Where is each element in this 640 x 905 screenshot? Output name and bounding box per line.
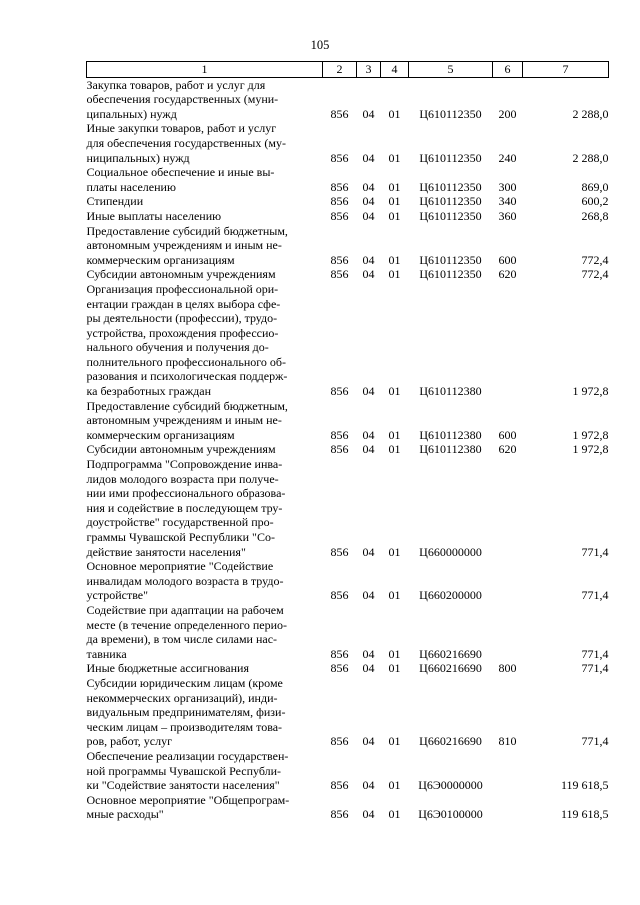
subsection-code: 01 [388, 544, 401, 559]
main-administrator-code: 856 [330, 208, 349, 223]
row-description [87, 121, 323, 165]
page-number: 105 [310, 38, 330, 52]
main-administrator-code: 856 [330, 544, 349, 559]
target-item-code: Ц6Э0000000 [418, 778, 483, 793]
section-code: 04 [362, 544, 375, 559]
row-description [87, 749, 323, 793]
description-line: Основное мероприятие "Содействие [86, 559, 274, 574]
description-line: ной программы Чувашской Республи- [86, 763, 282, 778]
expense-type-code: 240 [498, 150, 517, 165]
amount: 119 618,5 [560, 778, 609, 793]
subsection-code: 01 [388, 442, 401, 457]
description-line: Содействие при адаптации на рабочем [86, 602, 284, 617]
row-description [87, 77, 323, 121]
column-header-5: 5 [409, 62, 493, 78]
target-item-code: Ц660216690 [419, 734, 482, 749]
main-administrator-code: 856 [330, 106, 349, 121]
target-item-code: Ц6Э0100000 [418, 807, 483, 822]
main-administrator-code: 856 [330, 150, 349, 165]
section-code: 04 [362, 588, 375, 603]
section-code: 04 [362, 427, 375, 442]
description-line: действие занятости населения" [86, 544, 246, 559]
description-line: Субсидии автономным учреждениям [86, 267, 276, 282]
main-administrator-code: 856 [330, 427, 349, 442]
description-line: ры деятельности (профессии), трудо- [86, 311, 278, 326]
expense-type-code [493, 603, 523, 661]
table-row [87, 603, 609, 661]
row-description [87, 209, 323, 224]
section-code: 04 [362, 194, 375, 209]
section-code: 04 [362, 179, 375, 194]
subsection-code: 01 [388, 807, 401, 822]
table-row [87, 661, 609, 676]
subsection-code: 01 [388, 384, 401, 399]
row-description [87, 559, 323, 603]
description-line: нии ими профессионального образова- [86, 486, 286, 501]
table-row [87, 442, 609, 457]
subsection-code: 01 [388, 252, 401, 267]
target-item-code: Ц610112350 [419, 106, 482, 121]
description-line: полнительного профессионального об- [86, 354, 287, 369]
section-code: 04 [362, 106, 375, 121]
section-code: 04 [362, 252, 375, 267]
description-line: ров, работ, услуг [86, 734, 173, 749]
column-header-7: 7 [523, 62, 609, 78]
description-line: Предоставление субсидий бюджетным, [86, 223, 288, 238]
amount: 2 288,0 [572, 106, 609, 121]
main-administrator-code: 856 [330, 179, 349, 194]
description-line: Субсидии автономным учреждениям [86, 442, 276, 457]
row-description [87, 457, 323, 559]
description-line: ентации граждан в целях выбора сфе- [86, 296, 281, 311]
description-line: Предоставление субсидий бюджетным, [86, 398, 288, 413]
amount: 771,4 [581, 734, 609, 749]
section-code: 04 [362, 208, 375, 223]
description-line: видуальным предпринимателям, физи- [86, 705, 286, 720]
description-line: устройства, прохождения профессио- [86, 325, 279, 340]
description-line: тавника [86, 646, 127, 661]
table-row [87, 224, 609, 268]
main-administrator-code: 856 [330, 384, 349, 399]
expense-type-code [493, 793, 523, 822]
amount: 2 288,0 [572, 150, 609, 165]
expense-type-code: 340 [498, 194, 517, 209]
expense-type-code: 620 [498, 442, 517, 457]
row-description [87, 165, 323, 194]
description-line: устройстве" [86, 588, 149, 603]
table-row [87, 559, 609, 603]
description-line: ки "Содействие занятости населения" [86, 778, 280, 793]
row-description [87, 282, 323, 399]
expense-type-code: 300 [498, 179, 517, 194]
row-description [87, 442, 323, 457]
table-row [87, 209, 609, 224]
section-code: 04 [362, 734, 375, 749]
amount: 771,4 [581, 588, 609, 603]
description-line: мные расходы" [86, 807, 164, 822]
column-header-2: 2 [323, 62, 357, 78]
main-administrator-code: 856 [330, 807, 349, 822]
expense-type-code: 200 [498, 106, 517, 121]
subsection-code: 01 [388, 179, 401, 194]
section-code: 04 [362, 267, 375, 282]
section-code: 04 [362, 384, 375, 399]
expense-type-code [493, 559, 523, 603]
amount: 869,0 [581, 179, 609, 194]
description-line: да времени), в том числе силами нас- [86, 632, 278, 647]
row-description [87, 224, 323, 268]
main-administrator-code: 856 [330, 588, 349, 603]
expense-type-code: 600 [498, 252, 517, 267]
main-administrator-code: 856 [330, 267, 349, 282]
description-line: Иные закупки товаров, работ и услуг [86, 121, 277, 136]
main-administrator-code: 856 [330, 252, 349, 267]
section-code: 04 [362, 778, 375, 793]
main-administrator-code: 856 [330, 646, 349, 661]
amount: 1 972,8 [572, 442, 609, 457]
section-code: 04 [362, 646, 375, 661]
main-administrator-code: 856 [330, 734, 349, 749]
description-line: разования и психологическая поддерж- [86, 369, 288, 384]
amount: 1 972,8 [572, 384, 609, 399]
subsection-code: 01 [388, 734, 401, 749]
description-line: месте (в течение определенного перио- [86, 617, 288, 632]
column-header-4: 4 [381, 62, 409, 78]
target-item-code: Ц660000000 [419, 544, 482, 559]
table-header [87, 62, 609, 78]
target-item-code: Ц610112350 [419, 194, 482, 209]
description-line: некоммерческих организаций), инди- [86, 690, 278, 705]
expense-type-code [493, 457, 523, 559]
description-line: ния и содействие в последующем тру- [86, 500, 283, 515]
description-line: нального обучения и получения до- [86, 340, 269, 355]
expense-type-code [493, 282, 523, 399]
expense-type-code: 600 [498, 427, 517, 442]
expense-type-code: 620 [498, 267, 517, 282]
table-row [87, 194, 609, 209]
target-item-code: Ц660216690 [419, 646, 482, 661]
description-line: Иные бюджетные ассигнования [86, 661, 249, 676]
target-item-code: Ц610112350 [419, 267, 482, 282]
section-code: 04 [362, 807, 375, 822]
row-description [87, 399, 323, 443]
target-item-code: Ц660200000 [419, 588, 482, 603]
column-header-1: 1 [87, 62, 323, 78]
column-header-3: 3 [357, 62, 381, 78]
section-code: 04 [362, 661, 375, 676]
column-header-6: 6 [493, 62, 523, 78]
expense-type-code: 360 [498, 208, 517, 223]
description-line: Стипендии [86, 194, 144, 209]
description-line: для обеспечения государственных (му- [86, 135, 286, 150]
description-line: ниципальных) нужд [86, 150, 190, 165]
subsection-code: 01 [388, 208, 401, 223]
subsection-code: 01 [388, 106, 401, 121]
amount: 772,4 [581, 252, 609, 267]
row-description [87, 676, 323, 749]
subsection-code: 01 [388, 646, 401, 661]
table-row [87, 457, 609, 559]
target-item-code: Ц610112350 [419, 208, 482, 223]
description-line: Социальное обеспечение и иные вы- [86, 165, 275, 180]
amount: 600,2 [581, 194, 609, 209]
table-row [87, 676, 609, 749]
main-administrator-code: 856 [330, 194, 349, 209]
amount: 268,8 [581, 208, 609, 223]
subsection-code: 01 [388, 778, 401, 793]
row-description [87, 661, 323, 676]
expense-type-code: 810 [498, 734, 517, 749]
description-line: автономным учреждениям и иным не- [86, 238, 282, 253]
section-code: 04 [362, 442, 375, 457]
subsection-code: 01 [388, 267, 401, 282]
target-item-code: Ц660216690 [419, 661, 482, 676]
subsection-code: 01 [388, 588, 401, 603]
description-line: обеспечения государственных (муни- [86, 92, 279, 107]
row-description [87, 194, 323, 209]
table-row [87, 749, 609, 793]
description-line: Закупка товаров, работ и услуг для [86, 77, 266, 92]
description-line: Обеспечение реализации государствен- [86, 748, 289, 763]
description-line: Организация профессиональной ори- [86, 281, 279, 296]
table-row [87, 165, 609, 194]
description-line: ципальных) нужд [86, 106, 177, 121]
subsection-code: 01 [388, 427, 401, 442]
table-row [87, 399, 609, 443]
description-line: Иные выплаты населению [86, 208, 222, 223]
table-row [87, 121, 609, 165]
target-item-code: Ц610112380 [419, 442, 482, 457]
description-line: ческим лицам – производителям това- [86, 719, 283, 734]
description-line: автономным учреждениям и иным не- [86, 413, 282, 428]
amount: 771,4 [581, 646, 609, 661]
amount: 1 972,8 [572, 427, 609, 442]
subsection-code: 01 [388, 150, 401, 165]
description-line: граммы Чувашской Республики "Со- [86, 530, 275, 544]
table-body [87, 77, 609, 822]
description-line: коммерческим организациям [86, 252, 235, 267]
target-item-code: Ц610112350 [419, 252, 482, 267]
main-administrator-code: 856 [330, 778, 349, 793]
row-description [87, 603, 323, 661]
row-description [87, 793, 323, 822]
description-line: Подпрограмма "Сопровождение инва- [86, 457, 283, 472]
main-administrator-code: 856 [330, 661, 349, 676]
description-line: Субсидии юридическим лицам (кроме [86, 675, 283, 690]
table-row [87, 267, 609, 282]
description-line: коммерческим организациям [86, 427, 235, 442]
budget-table [86, 61, 609, 822]
main-administrator-code: 856 [330, 442, 349, 457]
target-item-code: Ц610112380 [419, 427, 482, 442]
description-line: инвалидам молодого возраста в трудо- [86, 573, 284, 588]
description-line: Основное мероприятие "Общепрограм- [86, 792, 290, 807]
target-item-code: Ц610112380 [419, 384, 482, 399]
description-line: лидов молодого возраста при получе- [86, 471, 279, 486]
amount: 119 618,5 [560, 807, 609, 822]
subsection-code: 01 [388, 661, 401, 676]
table-row [87, 77, 609, 121]
description-line: ка безработных граждан [86, 384, 212, 399]
amount: 771,4 [581, 661, 609, 676]
header-row [87, 62, 609, 78]
description-line: платы населению [86, 179, 176, 194]
subsection-code: 01 [388, 194, 401, 209]
expense-type-code: 800 [498, 661, 517, 676]
amount: 772,4 [581, 267, 609, 282]
expense-type-code [493, 749, 523, 793]
amount: 771,4 [581, 544, 609, 559]
table-row [87, 793, 609, 822]
row-description [87, 267, 323, 282]
description-line: доустройстве" государственной про- [86, 515, 274, 530]
section-code: 04 [362, 150, 375, 165]
target-item-code: Ц610112350 [419, 150, 482, 165]
target-item-code: Ц610112350 [419, 179, 482, 194]
table-row [87, 282, 609, 399]
